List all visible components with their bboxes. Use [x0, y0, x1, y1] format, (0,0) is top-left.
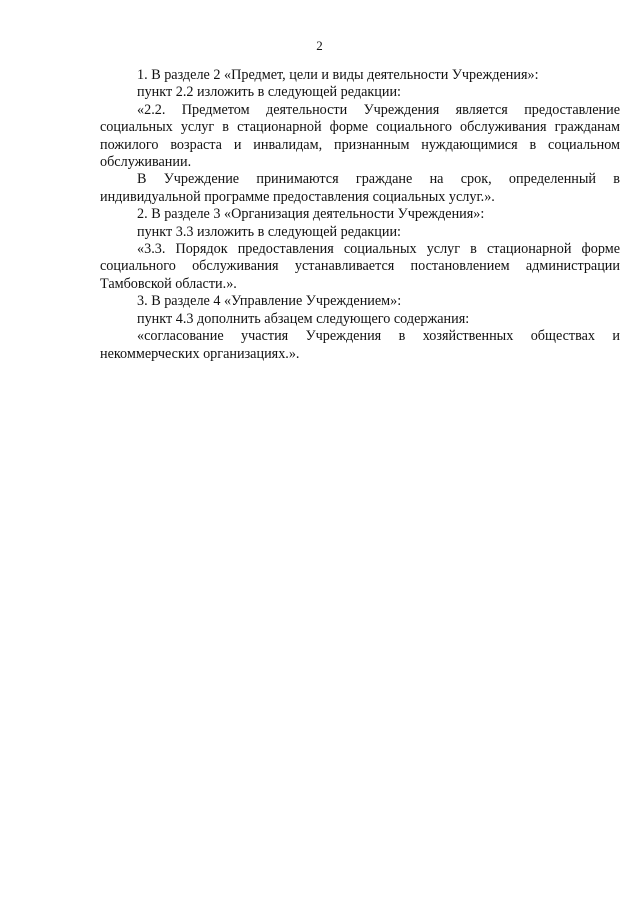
- paragraph-section-4-heading: 3. В разделе 4 «Управление Учреждением»:: [137, 293, 402, 310]
- document-body: [100, 67, 620, 363]
- paragraph-item-3-3-intro: пункт 3.3 изложить в следующей редакции:: [137, 223, 401, 240]
- paragraph-section-2-heading: 1. В разделе 2 «Предмет, цели и виды деятельности Учреждения»:: [137, 67, 539, 83]
- paragraph-item-2-2-admission: В Учреждение принимаются граждане на срок, определенный в индивидуальной программе предоставления социальных услуг.».: [100, 171, 620, 205]
- paragraph-item-3-3-text: «3.3. Порядок предоставления социальных услуг в стационарной форме социального обслуживания устанавливается постановлением администрации Тамбовской области.».: [100, 241, 620, 292]
- paragraph-item-2-2-text: «2.2. Предметом деятельности Учреждения является предоставление социальных услуг в стационарной форме социального обслуживания гражданам пожилого возраста и инвалидам, признанным нуждающимися в социальном обслуживании.: [100, 101, 620, 171]
- paragraph-item-4-3-text: «согласование участия Учреждения в хозяйственных обществах и некоммерческих организациях.».: [100, 328, 620, 362]
- paragraph-item-4-3-intro: пункт 4.3 дополнить абзацем следующего содержания:: [137, 310, 470, 327]
- page-number: 2: [316, 38, 323, 53]
- paragraph-item-2-2-intro: пункт 2.2 изложить в следующей редакции:: [137, 84, 401, 101]
- paragraph-section-3-heading: 2. В разделе 3 «Организация деятельности Учреждения»:: [137, 206, 485, 223]
